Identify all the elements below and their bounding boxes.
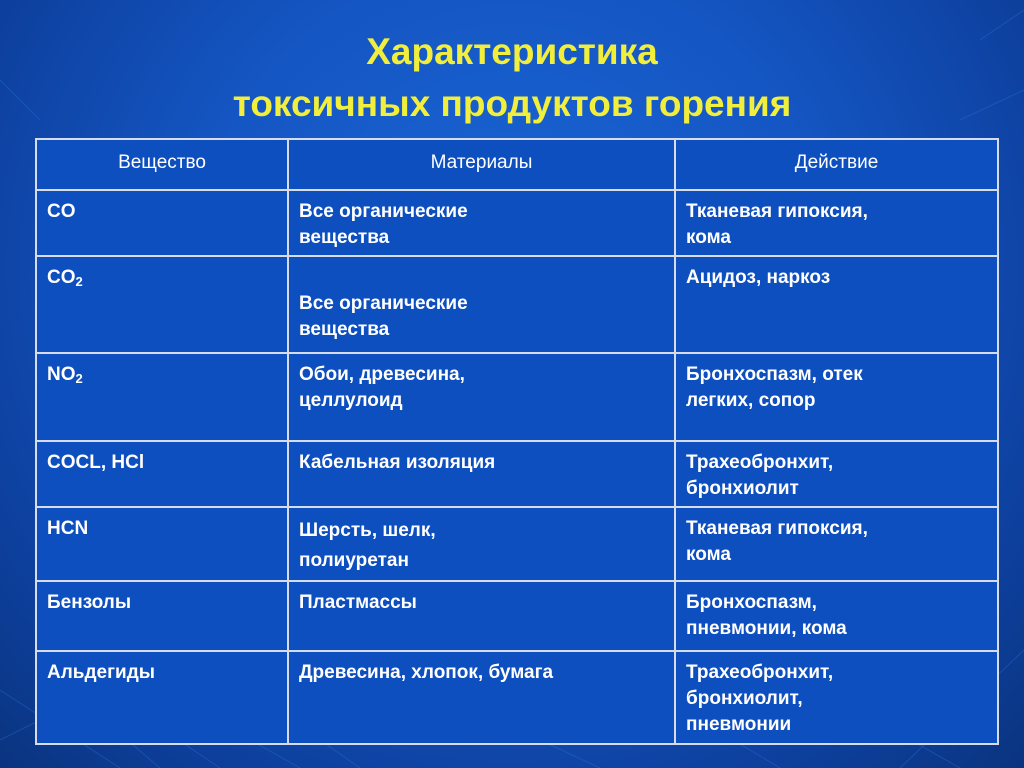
cell-materials — [288, 441, 675, 507]
effect-line: Трахеобронхит, — [686, 452, 834, 473]
table-row — [36, 190, 998, 256]
cell-materials — [288, 507, 675, 581]
effect-line: Тканевая гипоксия, — [686, 518, 868, 539]
cell-effect — [675, 353, 998, 441]
materials-line: Шерсть, шелк, — [299, 520, 436, 541]
table-row — [36, 507, 998, 581]
substance-text: Альдегиды — [47, 662, 155, 683]
slide-title — [0, 26, 1024, 130]
materials-line: Пластмассы — [299, 592, 417, 613]
substance-subscript: 2 — [75, 274, 83, 289]
table-row — [36, 581, 998, 651]
materials-line: Древесина, хлопок, бумага — [299, 662, 554, 683]
effect-line: кома — [686, 544, 731, 565]
effect-line: Тканевая гипоксия, — [686, 201, 868, 222]
substance-text: CO — [47, 267, 76, 288]
materials-line: полиуретан — [299, 550, 409, 571]
effect-line: легких, сопор — [686, 390, 816, 411]
table-row — [36, 353, 998, 441]
cell-effect — [675, 507, 998, 581]
header-substance: Вещество — [36, 139, 288, 190]
cell-substance — [36, 353, 288, 441]
effect-line: Трахеобронхит, — [686, 662, 834, 683]
effect-line: бронхиолит, — [686, 688, 803, 709]
materials-line: Все органические — [299, 201, 468, 222]
cell-materials — [288, 190, 675, 256]
table-header-row — [36, 139, 998, 190]
cell-substance — [36, 581, 288, 651]
toxic-products-table — [35, 138, 999, 745]
effect-line: бронхиолит — [686, 478, 799, 499]
title-line-2: токсичных продуктов горения — [232, 83, 792, 124]
table-row — [36, 256, 998, 353]
cell-materials — [288, 581, 675, 651]
materials-line: целлулоид — [299, 390, 403, 411]
header-materials: Материалы — [288, 139, 675, 190]
cell-substance — [36, 507, 288, 581]
cell-substance — [36, 256, 288, 353]
effect-line: кома — [686, 227, 731, 248]
effect-line: Ацидоз, наркоз — [686, 267, 831, 288]
materials-line: вещества — [299, 319, 390, 340]
materials-line: Кабельная изоляция — [299, 452, 496, 473]
table-row — [36, 441, 998, 507]
cell-materials — [288, 651, 675, 744]
cell-materials — [288, 353, 675, 441]
cell-substance — [36, 651, 288, 744]
substance-text: COCL, HCl — [47, 452, 145, 473]
substance-subscript: 2 — [75, 371, 83, 386]
cell-substance — [36, 441, 288, 507]
cell-materials — [288, 256, 675, 353]
materials-line: вещества — [299, 227, 390, 248]
table-row — [36, 651, 998, 744]
header-effect: Действие — [675, 139, 998, 190]
cell-effect — [675, 256, 998, 353]
cell-effect — [675, 441, 998, 507]
substance-text: Бензолы — [47, 592, 132, 613]
substance-text: NO — [47, 364, 76, 385]
effect-line: Бронхоспазм, — [686, 592, 817, 613]
cell-substance — [36, 190, 288, 256]
cell-effect — [675, 651, 998, 744]
title-line-1: Характеристика — [366, 31, 658, 72]
materials-line: Обои, древесина, — [299, 364, 465, 385]
materials-line: Все органические — [299, 293, 468, 314]
effect-line: пневмонии, кома — [686, 618, 847, 639]
effect-line: Бронхоспазм, отек — [686, 364, 863, 385]
effect-line: пневмонии — [686, 714, 792, 735]
substance-text: CO — [47, 201, 76, 222]
cell-effect — [675, 190, 998, 256]
cell-effect — [675, 581, 998, 651]
substance-text: HCN — [47, 518, 89, 539]
